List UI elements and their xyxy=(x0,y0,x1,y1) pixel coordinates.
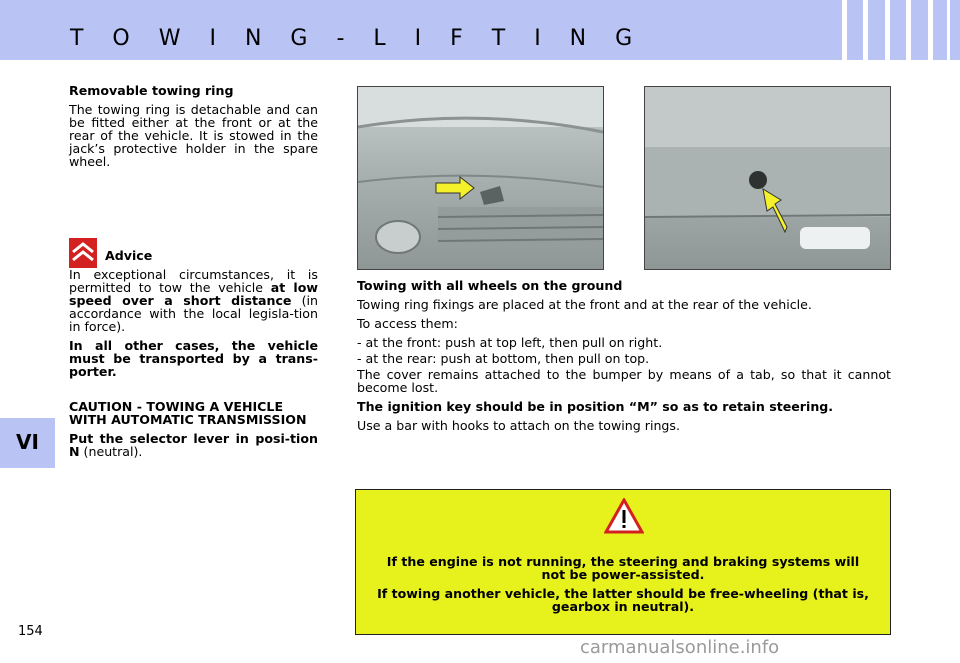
chapter-tab-label: VI xyxy=(16,430,39,454)
list-item: - at the rear: push at bottom, then pull on top. xyxy=(357,351,650,366)
ring-text: The towing ring is detachable and can be fitted either at the front or at the rear of the vehicle. It is stowed in the jack’s protective holder in the spare wheel. xyxy=(69,102,318,169)
list-item: - at the front: push at top left, then pull on right. xyxy=(357,335,663,350)
towing-bar-text: Use a bar with hooks to attach on the towing rings. xyxy=(357,418,680,433)
page-title: T O W I N G - L I F T I N G xyxy=(70,26,644,51)
brand-logo-icon xyxy=(69,238,97,268)
chapter-tab[interactable] xyxy=(0,418,55,468)
advice-label: Advice xyxy=(105,248,153,263)
towing-section xyxy=(357,279,891,438)
advice-paragraph xyxy=(69,268,318,333)
watermark: carmanualsonline.info xyxy=(580,637,780,658)
towing-fixings-text: Towing ring fixings are placed at the front and at the rear of the vehicle. xyxy=(357,297,812,312)
advice-header xyxy=(69,238,318,270)
header-stripe xyxy=(906,0,911,60)
ring-heading: Removable towing ring xyxy=(69,83,234,98)
header-stripe xyxy=(947,0,950,60)
warning-line: If towing another vehicle, the latter should be free-wheeling (that is, gearbox in neutral). xyxy=(377,586,869,614)
warning-triangle-icon xyxy=(604,498,644,534)
header-stripe xyxy=(885,0,890,60)
rear-bumper-photo xyxy=(644,86,891,270)
header-stripe xyxy=(863,0,868,60)
advice-other-cases: In all other cases, the vehicle must be transported by a trans-porter. xyxy=(69,338,318,379)
warning-box xyxy=(355,489,891,635)
caution-paragraph xyxy=(69,432,318,458)
towing-cover-text: The cover remains attached to the bumper by means of a tab, so that it cannot become lost. xyxy=(357,367,891,395)
towing-heading: Towing with all wheels on the ground xyxy=(357,278,623,293)
front-bumper-photo xyxy=(357,86,604,270)
header-stripe xyxy=(842,0,847,60)
towing-access-text: To access them: xyxy=(357,316,458,331)
header-stripe xyxy=(928,0,933,60)
advice-text-end: (in accordance with the local legisla-tion in force). xyxy=(69,293,319,334)
page-number: 154 xyxy=(18,624,43,639)
caution-heading: CAUTION - TOWING A VEHICLE WITH AUTOMATIC TRANSMISSION xyxy=(69,399,307,427)
arrow-icon xyxy=(436,177,474,199)
caution-text-end: (neutral). xyxy=(79,444,143,459)
caution-emphasis: Put the selector lever in posi-tion N xyxy=(69,431,318,459)
warning-line: If the engine is not running, the steering and braking systems will not be power-assisted. xyxy=(386,554,860,582)
advice-text-emphasis: at low speed over a short distance xyxy=(69,280,318,308)
advice-section xyxy=(69,268,318,384)
ignition-key-note: The ignition key should be in position “M” so as to retain steering. xyxy=(357,399,834,414)
warning-text xyxy=(376,555,870,619)
advice-text-start: In exceptional circumstances, it is permitted to tow the vehicle xyxy=(69,267,318,295)
page-header xyxy=(0,0,960,60)
caution-section xyxy=(69,400,318,464)
ring-section xyxy=(69,84,318,174)
